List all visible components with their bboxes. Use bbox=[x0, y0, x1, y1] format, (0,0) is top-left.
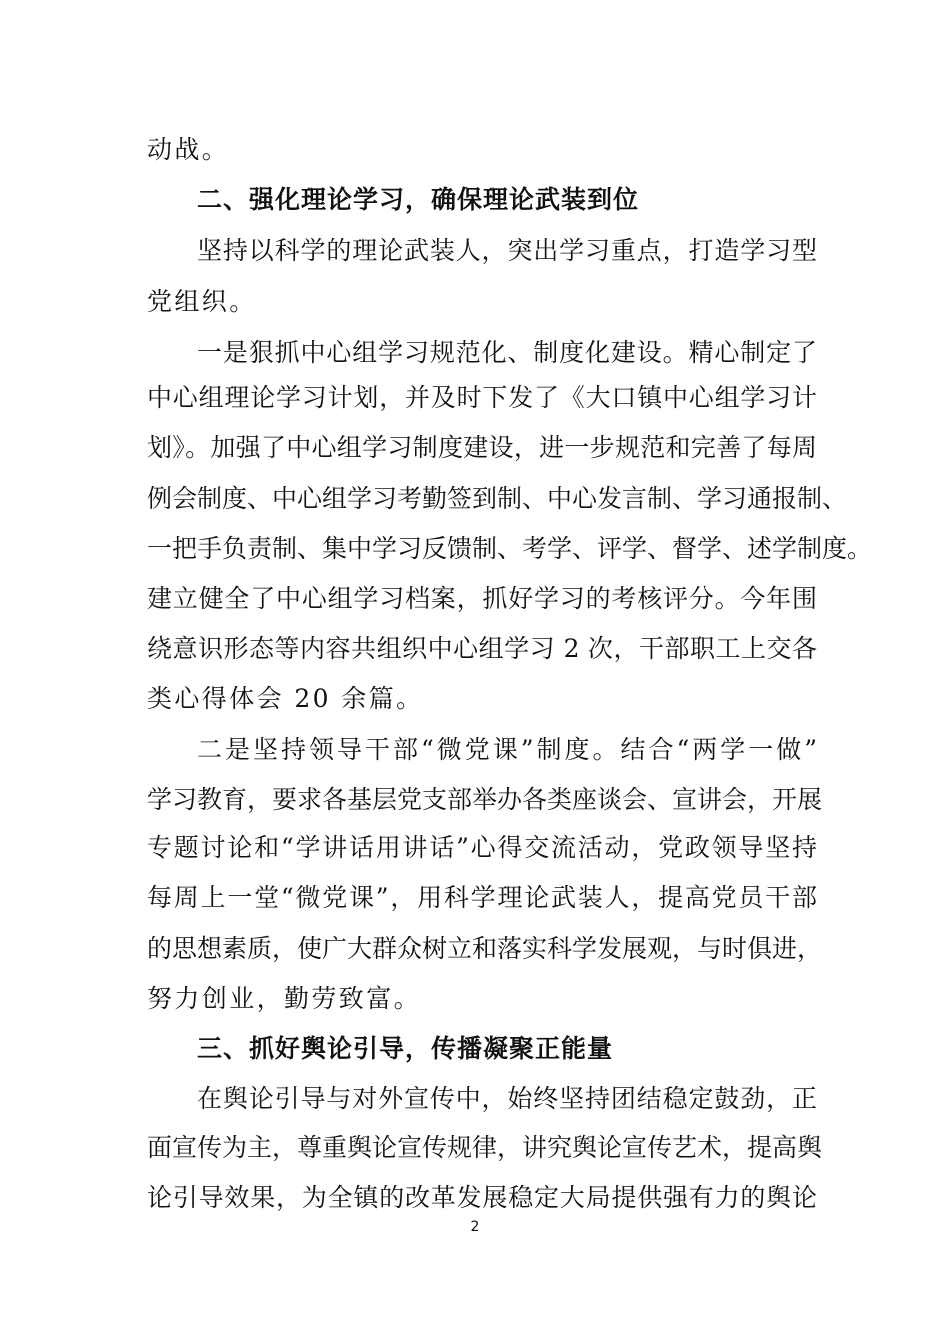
paragraph-first-line: 坚持以科学的理论武装人，突出学习重点，打造学习型 bbox=[197, 236, 817, 265]
section-heading: 三、抓好舆论引导，传播凝聚正能量 bbox=[197, 1034, 614, 1063]
body-text-line: 类心得体会 20 余篇。 bbox=[147, 684, 424, 713]
body-text-line: 努力创业，勤劳致富。 bbox=[147, 984, 422, 1013]
paragraph-first-line: 在舆论引导与对外宣传中，始终坚持团结稳定鼓劲，正 bbox=[197, 1084, 817, 1113]
body-text-line: 中心组理论学习计划，并及时下发了《大口镇中心组学习计 bbox=[147, 383, 817, 412]
body-text-line: 划》。加强了中心组学习制度建设，进一步规范和完善了每周 bbox=[147, 433, 817, 462]
body-text-line: 动战。 bbox=[147, 135, 230, 164]
paragraph-first-line: 二是坚持领导干部“微党课”制度。结合“两学一做” bbox=[197, 735, 817, 764]
body-text-line: 例会制度、中心组学习考勤签到制、中心发言制、学习通报制、 bbox=[147, 484, 848, 513]
body-text-line: 党组织。 bbox=[147, 287, 257, 316]
page-number: 2 bbox=[470, 1219, 480, 1235]
paragraph-first-line: 一是狠抓中心组学习规范化、制度化建设。精心制定了 bbox=[197, 338, 817, 367]
body-text-line: 论引导效果，为全镇的改革发展稳定大局提供强有力的舆论 bbox=[147, 1183, 817, 1212]
body-text-line: 绕意识形态等内容共组织中心组学习 2 次，干部职工上交各 bbox=[147, 634, 817, 663]
body-text-line: 学习教育，要求各基层党支部举办各类座谈会、宣讲会，开展 bbox=[147, 785, 823, 814]
body-text-line: 的思想素质，使广大群众树立和落实科学发展观，与时俱进， bbox=[147, 934, 823, 963]
body-text-line: 每周上一堂“微党课”，用科学理论武装人，提高党员干部 bbox=[147, 883, 817, 912]
body-text-line: 面宣传为主，尊重舆论宣传规律，讲究舆论宣传艺术，提高舆 bbox=[147, 1133, 823, 1162]
section-heading: 二、强化理论学习，确保理论武装到位 bbox=[197, 185, 640, 214]
body-text-line: 专题讨论和“学讲话用讲话”心得交流活动，党政领导坚持 bbox=[147, 833, 817, 862]
body-text-line: 一把手负责制、集中学习反馈制、考学、评学、督学、述学制度。 bbox=[147, 534, 873, 563]
body-text-line: 建立健全了中心组学习档案，抓好学习的考核评分。今年围 bbox=[147, 584, 817, 613]
